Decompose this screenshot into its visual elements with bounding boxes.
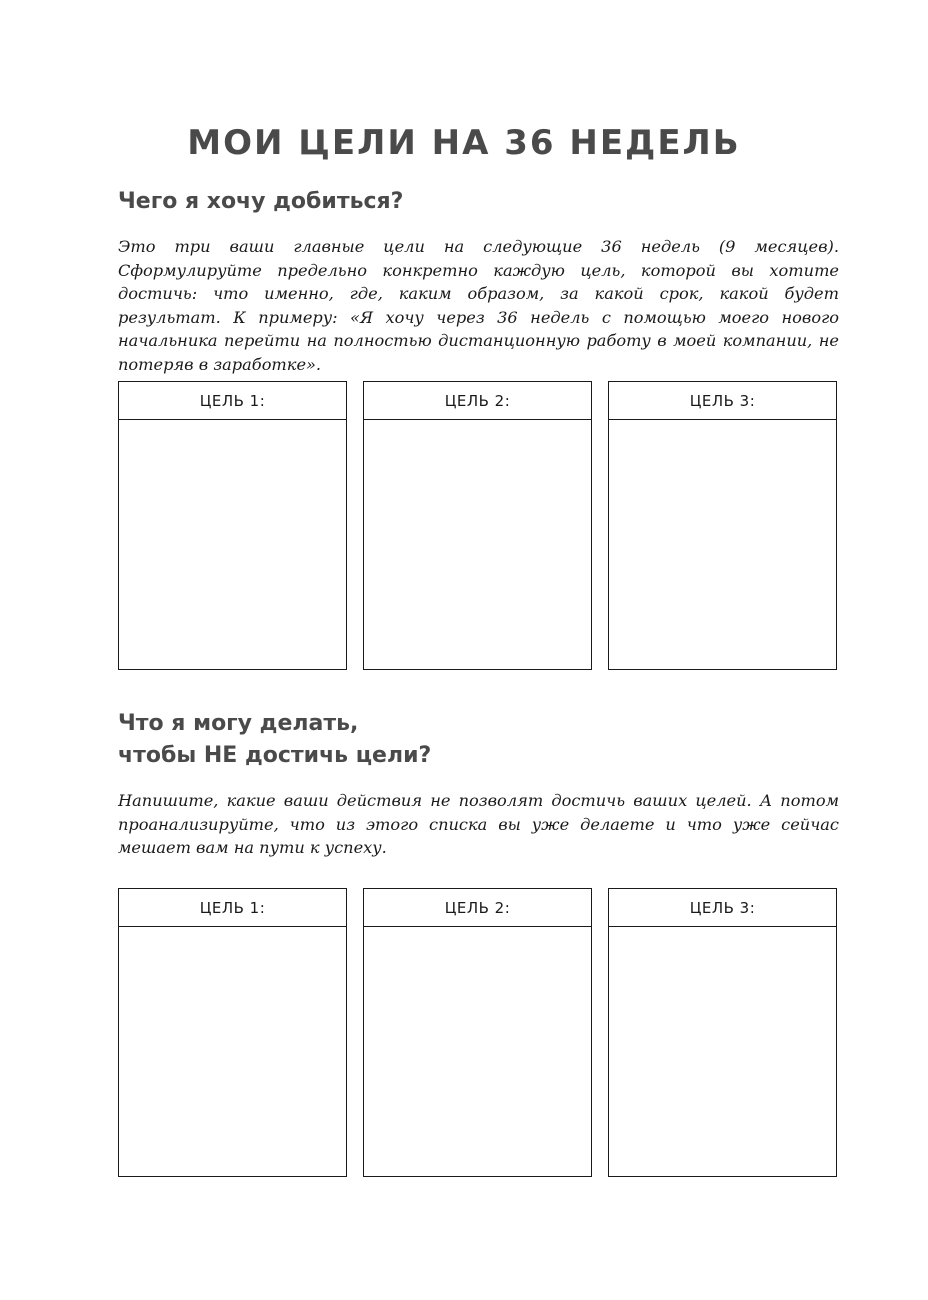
section2-heading <box>118 708 838 772</box>
section1-goal-3-label: ЦЕЛЬ 3: <box>609 382 836 420</box>
section2-goal-box-3[interactable] <box>608 888 837 1177</box>
section2-goal-2-writing-area[interactable] <box>364 927 591 1176</box>
section2-goal-2-label: ЦЕЛЬ 2: <box>364 889 591 927</box>
section1-goal-box-1[interactable] <box>118 381 347 670</box>
page-title: МОИ ЦЕЛИ НА 36 НЕДЕЛЬ <box>187 122 741 163</box>
section1-goal-2-label: ЦЕЛЬ 2: <box>364 382 591 420</box>
section2-goal-box-1[interactable] <box>118 888 347 1177</box>
section1-goal-2-writing-area[interactable] <box>364 420 591 669</box>
section2-goal-1-label: ЦЕЛЬ 1: <box>119 889 346 927</box>
section1-goal-box-3[interactable] <box>608 381 837 670</box>
section2-goal-3-label: ЦЕЛЬ 3: <box>609 889 836 927</box>
section1-instructions: Это три ваши главные цели на следующие 36 недель (9 месяцев). Сформулируйте предельно конкретно каждую цель, которой вы хотите достичь: что именно, где, каким образом, за какой срок, какой будет результат. К примеру: «Я хочу через 36 недель с помощью моего нового начальника перейти на полностью дистанционную работу в моей компании, не потеряв в заработке». <box>118 237 839 374</box>
section2-goal-box-2[interactable] <box>363 888 592 1177</box>
section2-instructions: Напишите, какие ваши действия не позволят достичь ваших целей. А потом проанализируйте, что из этого списка вы уже делаете и что уже сейчас мешает вам на пути к успеху. <box>118 791 839 857</box>
section2-heading-line1: Что я могу делать, <box>118 711 359 736</box>
section2-goal-3-writing-area[interactable] <box>609 927 836 1176</box>
section1-goal-1-label: ЦЕЛЬ 1: <box>119 382 346 420</box>
section2-heading-line2: чтобы НЕ достичь цели? <box>118 743 432 768</box>
section1-goal-box-2[interactable] <box>363 381 592 670</box>
section1-heading-text: Чего я хочу добиться? <box>118 189 404 214</box>
section2-goal-1-writing-area[interactable] <box>119 927 346 1176</box>
section1-goal-1-writing-area[interactable] <box>119 420 346 669</box>
section1-heading <box>118 186 838 218</box>
section1-goal-3-writing-area[interactable] <box>609 420 836 669</box>
